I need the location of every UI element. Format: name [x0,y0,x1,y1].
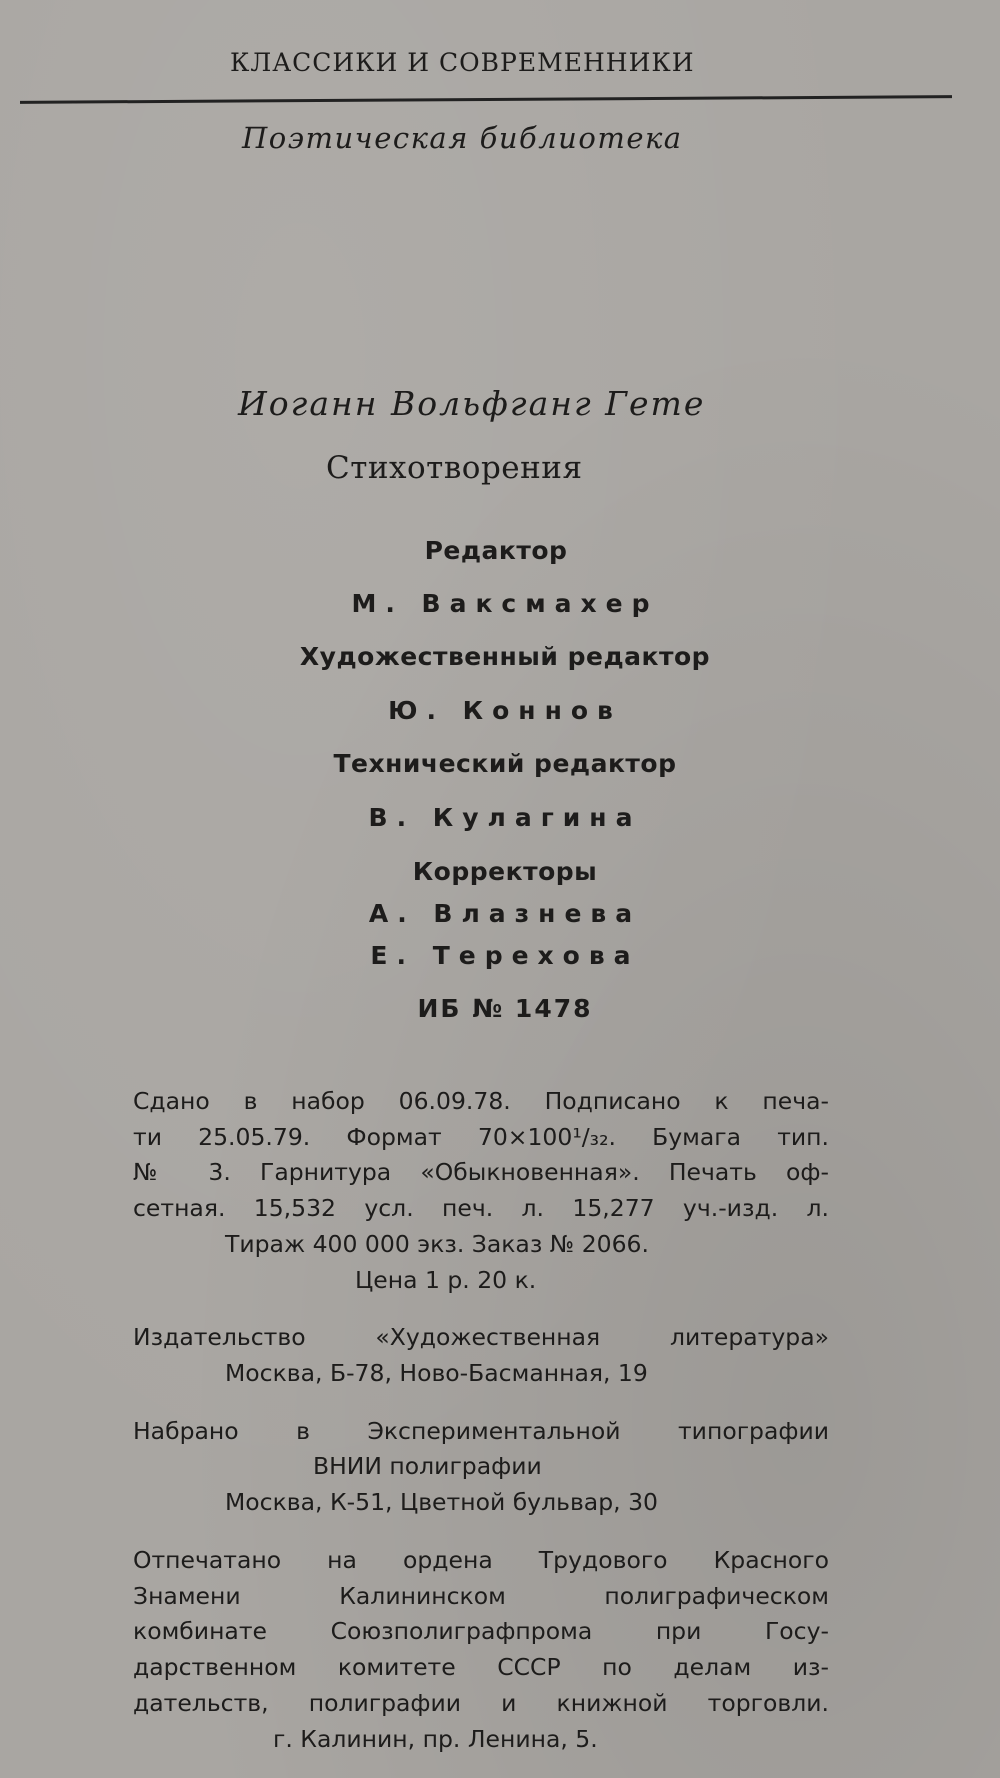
art-editor-label: Художественный редактор [299,642,711,671]
typesetting-line: Набрано в Экспериментальной типографии [133,1416,829,1445]
book-author: Иоганн Вольфганг Гете [238,384,706,423]
print-data-line: Тираж 400 000 экз. Заказ № 2066. [225,1229,649,1258]
publisher-line: Москва, Б-78, Ново-Басманная, 19 [225,1359,648,1388]
typesetting-line: Москва, К-51, Цветной бульвар, 30 [225,1488,658,1517]
ib-number: ИБ № 1478 [417,994,593,1023]
print-data-line: Цена 1 р. 20 к. [355,1265,537,1294]
printing-line: комбинате Союзполиграфпрома при Госу- [133,1617,829,1646]
art-editor-name: Ю. Коннов [388,696,622,725]
typesetting-line: ВНИИ полиграфии [313,1452,542,1481]
print-data-line: ти 25.05.79. Формат 70×100¹/₃₂. Бумага тип. [133,1122,829,1151]
correctors-label: Корректоры [412,857,598,886]
tech-editor-label: Технический редактор [333,749,677,778]
editor-name: М. Ваксмахер [351,589,659,618]
print-data-line: № 3. Гарнитура «Обыкновенная». Печать оф- [133,1158,829,1187]
printing-line: Знамени Калининском полиграфическом [133,1581,829,1610]
printing-line: Отпечатано на ордена Трудового Красного [133,1545,829,1574]
credits-block [240,536,770,1023]
imprint-block [133,1084,829,1757]
print-data-line: сетная. 15,532 усл. печ. л. 15,277 уч.-изд. л. [133,1194,829,1223]
print-data-line: Сдано в набор 06.09.78. Подписано к печа- [133,1087,829,1115]
printing-line: дательств, полиграфии и книжной торговли. [133,1688,829,1717]
header-divider [20,95,952,104]
printing-line: дарственном комитете СССР по делам из- [133,1653,829,1682]
series-title: КЛАССИКИ И СОВРЕМЕННИКИ [230,48,695,77]
book-title: Стихотворения [326,450,583,486]
corrector-2-name: Е. Терехова [370,941,640,970]
editor-label: Редактор [424,536,568,565]
subseries-title: Поэтическая библиотека [242,121,683,155]
printing-line: г. Калинин, пр. Ленина, 5. [273,1724,598,1753]
tech-editor-name: В. Кулагина [368,803,642,832]
publisher-line: Издательство «Художественная литература» [133,1323,829,1352]
corrector-1-name: А. Влазнева [368,899,642,928]
